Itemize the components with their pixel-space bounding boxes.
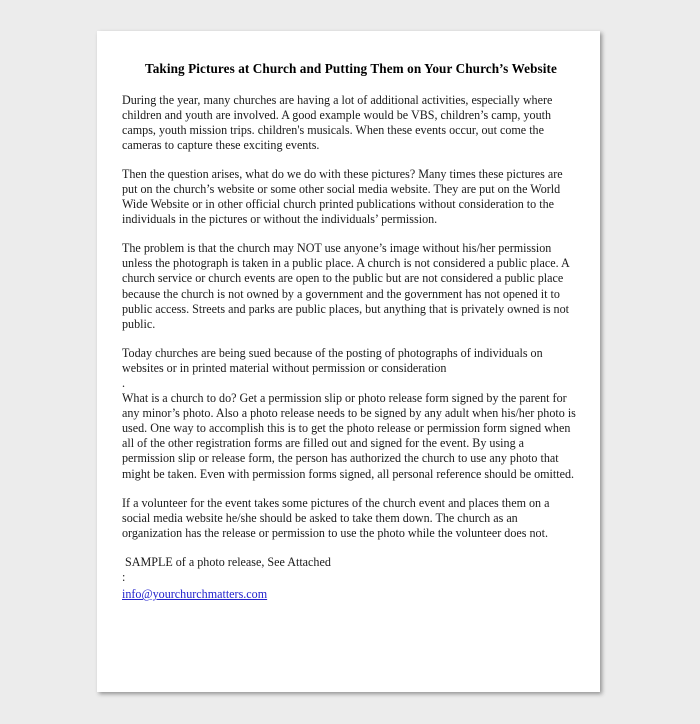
document-page [97,31,600,692]
page-content [122,61,580,603]
paragraph-what-to-do: What is a church to do? Get a permission slip or photo release form signed by the parent for any minor’s photo. Also a photo release needs to be signed by any adult when his/her photo is used. One way to accomplish this is to get the photo release or permission form signed when all of the other registration forms are filled out and signed for the event. By using a permission slip or release form, the person has authorized the church to use any photo that might be taken. Even with permission forms signed, all personal reference should be omitted. [122,391,576,481]
contact-email-link[interactable]: info@yourchurchmatters.com [122,587,268,602]
page-title: Taking Pictures at Church and Putting Them on Your Church’s Website [145,61,557,76]
paragraph-problem: The problem is that the church may NOT use anyone’s image without his/her permission unless the photograph is taken in a public place. A church is not considered a public place. A church service or church events are open to the public but are not considered a public place because the church is not owned by a government and the government has not opened it to public access. Streets and parks are public places, but anything that is privately owned is not public. [122,241,570,331]
paragraph-volunteer: If a volunteer for the event takes some pictures of the church event and places them on a social media website he/she should be asked to take them down. The church as an organization has the release or permission to use the photo while the volunteer does not. [122,495,550,540]
stray-period: . [122,376,126,390]
paragraph-lawsuits: Today churches are being sued because of the posting of photographs of individuals on websites or in printed material without permission or consideration [122,345,543,375]
sample-release-note: SAMPLE of a photo release, See Attached [125,554,331,569]
paragraph-intro: During the year, many churches are having a lot of additional activities, especially where children and youth are involved. A good example would be VBS, children’s camp, youth camps, youth mission trips. children's musicals. When these events occur, out come the cameras to capture these exciting events. [122,92,553,152]
paragraph-question: Then the question arises, what do we do with these pictures? Many times these pictures are put on the church’s website or some other social media website. They are put on the World Wide Website or in other official church printed publications without consideration to the individuals in the pictures or without the individuals’ permission. [122,166,563,227]
colon-separator: : [122,570,126,585]
